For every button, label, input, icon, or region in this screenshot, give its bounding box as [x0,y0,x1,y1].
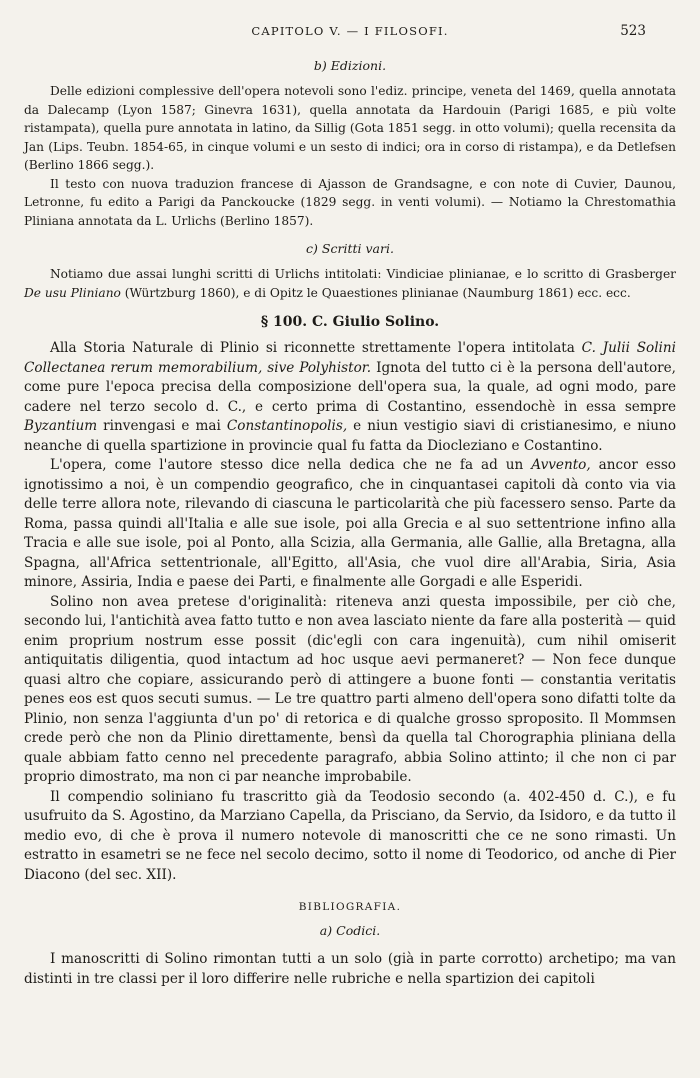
solino-paragraph-4: Il compendio soliniano fu trascritto già da Teodosio secondo (a. 402-450 d. C.), e fu usufruito da S. Agostino, da Marziano Capella, da Prisciano, da Servio, da Isidoro, e da tutto il medio evo, di che è prova il numero notevole di manoscritti che ce ne sono rimasti. Un estratto in esametri se ne fece nel secolo decimo, sotto il nome di Teodorico, od anche di Pier Diacono (del sec. XII). [24,788,676,883]
chapter-title: CAPITOLO V. — I FILOSOFI. [251,24,449,38]
page-number: 523 [620,23,646,39]
codici-heading: a) Codici. [319,923,381,938]
scritti-vari-paragraph: Notiamo due assai lunghi scritti di Urlichs intitolati: Vindiciae plinianae, e lo scritto di Grasberger De usu Pliniano (Würtzburg 1860), e di Opitz le Quaestiones plinianae (Naumburg 1861) ecc. ecc. [24,267,676,300]
solino-paragraph-3: Solino non avea pretese d'originalità: riteneva anzi questa impossibile, per ciò che, secondo lui, l'antichità avea fatto tutto e non avea lasciato niente da fare alla posterità — quid enim proprium nostrum esse possit (dic'egli con cara ingenuità), cum nihil omiserit antiquitatis diligentia, quod intactum ad hoc usque aevi permaneret? — Non fece dunque quasi altro che copiare, assicurando però di attingere a buone fonti — constantia veritatis penes eos est quos secuti sumus. — Le tre quattro parti almeno dell'opera sono difatti tolte da Plinio, non senza l'aggiunta d'un po' di retorica e di qualche grosso sproposito. Il Mommsen crede però che non da Plinio direttamente, bensì da quella tal Chorographia pliniana della quale abbiam fatto cenno nel precedente paragrafo, abbia Solino attinto; il che non ci par proprio dimostrato, ma non ci par neanche improbabile. [24,593,676,785]
codici-paragraph: I manoscritti di Solino rimontan tutti a un solo (già in parte corrotto) archetipo; ma van distinti in tre classi per il loro differire nelle rubriche e nella spartizion dei capitoli [24,951,676,987]
bibliografia-heading: BIBLIOGRAFIA. [298,901,402,913]
section-heading: § 100. C. Giulio Solino. [260,314,440,330]
solino-paragraph-2: L'opera, come l'autore stesso dice nella dedica che ne fa ad un Avvento, ancor esso ignotissimo a noi, è un compendio geografico, che in cinquantasei capitoli dà conto via via delle terre allora note, rilevando di ciascuna le particolarità che più facessero senso. Parte da Roma, passa quindi all'Italia e alle sue isole, poi alla Grecia e al suo settentrione infino alla Tracia e alle sue isole, poi al Ponto, alla Scizia, alla Germania, alle Gallie, alla Bretagna, alla Spagna, all'Africa settentrionale, all'Egitto, all'Asia, che vuol dire all'Arabia, Siria, Asia minore, Assiria, India e paese dei Parti, e finalmente alle Gorgadi e alle Esperidi. [24,457,676,590]
scritti-vari-heading: c) Scritti vari. [306,241,394,256]
running-head [0,24,700,44]
edizioni-paragraph-2: Il testo con nuova traduzion francese di Ajasson de Grandsagne, e con note di Cuvier, Daunou, Letronne, fu edito a Parigi da Panckoucke (1829 segg. in venti volumi). — Notiamo la Chrestomathia Pliniana annotata da L. Urlichs (Berlino 1857). [24,176,676,228]
edizioni-heading: b) Edizioni. [313,58,387,73]
solino-paragraph-1: Alla Storia Naturale di Plinio si riconnette strettamente l'opera intitolata C. Julii Solini Collectanea rerum memorabilium, sive Polyhistor. Ignota del tutto ci è la persona dell'autore, come pure l'epoca precisa della composizione dell'opera sua, la quale, ad ogni modo, pare cadere nel terzo secolo d. C., e certo prima di Costantino, essendochè in essa sempre Byzantium rinvengasi e mai Constantinopolis, e niun vestigio siavi di cristianesimo, e niuno neanche di quella spartizione in provincie qual fu fatta da Diocleziano e Costantino. [24,340,677,454]
edizioni-paragraph-1: Delle edizioni complessive dell'opera notevoli sono l'ediz. principe, veneta del 1469, quella annotata da Dalecamp (Lyon 1587; Ginevra 1631), quella annotata da Hardouin (Parigi 1685, e più volte ristampata), quella pure annotata in latino, da Sillig (Gota 1851 segg. in otto volumi); quella recensita da Jan (Lips. Teubn. 1854-65, in cinque volumi e un sesto di indici; ora in corso di ristampa), e da Detlefsen (Berlino 1866 segg.). [24,84,676,172]
body-text [24,57,676,989]
